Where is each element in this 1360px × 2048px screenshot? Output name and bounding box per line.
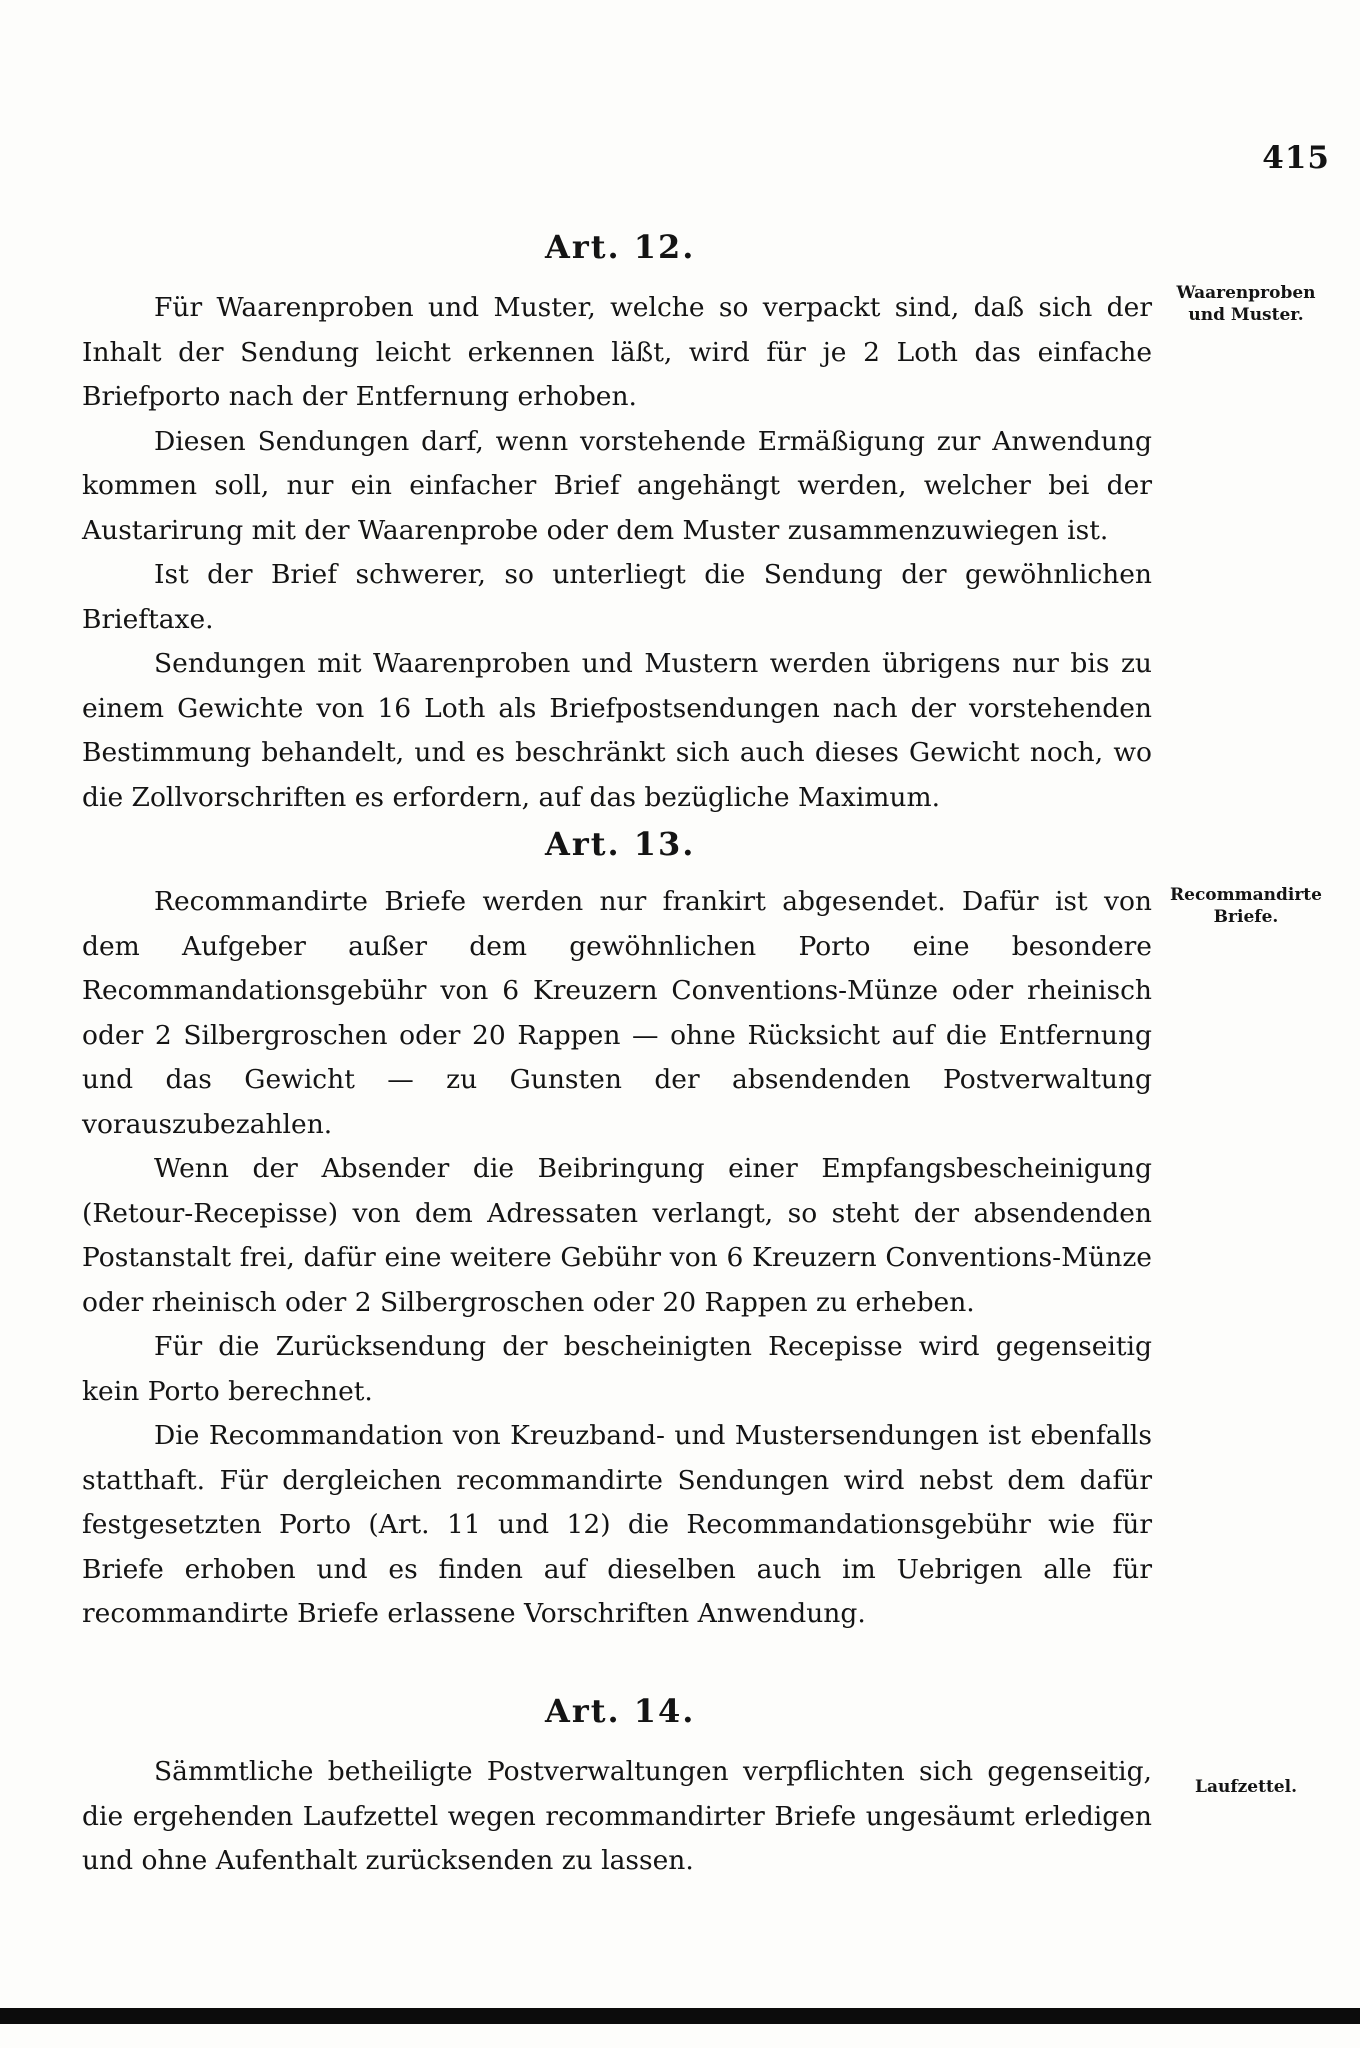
article-12-paragraph: Sendungen mit Waarenproben und Mustern werden übrigens nur bis zu einem Gewichte von 16 Loth als Briefpostsendungen nach der vorstehenden Bestimmung behandelt, und es beschränkt sich auch dieses Gewicht noch, wo die Zollvorschriften es erfordern, auf das bezügliche Maximum. — [82, 648, 1152, 813]
article-13-paragraph: Recommandirte Briefe werden nur frankirt abgesendet. Dafür ist von dem Aufgeber außer dem gewöhnlichen Porto eine besondere Recommandationsgebühr von 6 Kreuzern Conventions-Münze oder rheinisch oder 2 Silbergroschen oder 20 Rappen — ohne Rücksicht auf die Entfernung und das Gewicht — zu Gunsten der absendenden Postverwaltung vorauszubezahlen. — [82, 886, 1152, 1140]
article-12-paragraph: Für Waarenproben und Muster, welche so verpackt sind, daß sich der Inhalt der Sendung leicht erkennen läßt, wird für je 2 Loth das einfache Briefporto nach der Entfernung erhoben. — [82, 292, 1152, 412]
article-14-sidenote: Laufzettel. — [1194, 1777, 1297, 1797]
article-14-paragraph: Sämmtliche betheiligte Postverwaltungen verpflichten sich gegenseitig, die ergehenden Laufzettel wegen recommandirter Briefe ungesäumt erledigen und ohne Aufenthalt zurücksenden zu lassen. — [82, 1756, 1152, 1876]
article-13-sidenote: Recommandirte Briefe. — [1170, 885, 1322, 927]
article-13-paragraph: Für die Zurücksendung der bescheinigten Recepisse wird gegenseitig kein Porto berechnet. — [82, 1331, 1152, 1407]
article-12-body — [82, 286, 1152, 820]
article-12-sidenote: Waarenproben und Muster. — [1176, 283, 1316, 325]
page-number: 415 — [1262, 140, 1330, 176]
article-12-paragraph: Diesen Sendungen darf, wenn vorstehende Ermäßigung zur Anwendung kommen soll, nur ein einfacher Brief angehängt werden, welcher bei der Austarirung mit der Waarenprobe oder dem Muster zusammenzuwiegen ist. — [82, 425, 1152, 546]
article-12-paragraph: Ist der Brief schwerer, so unterliegt die Sendung der gewöhnlichen Brieftaxe. — [82, 559, 1152, 635]
article-14-body — [82, 1750, 1152, 1884]
article-13-body — [82, 880, 1152, 1637]
scan-bottom-edge — [0, 2008, 1360, 2024]
article-12-heading: Art. 12. — [545, 228, 696, 266]
article-14-heading: Art. 14. — [545, 1692, 696, 1730]
article-13-paragraph: Wenn der Absender die Beibringung einer Empfangsbescheinigung (Retour-Recepisse) von dem Adressaten verlangt, so steht der absendenden Postanstalt frei, dafür eine weitere Gebühr von 6 Kreuzern Conventions-Münze oder rheinisch oder 2 Silbergroschen oder 20 Rappen zu erheben. — [82, 1153, 1152, 1318]
article-13-heading: Art. 13. — [545, 825, 696, 863]
article-13-paragraph: Die Recommandation von Kreuzband- und Mustersendungen ist ebenfalls statthaft. Für dergleichen recommandirte Sendungen wird nebst dem dafür festgesetzten Porto (Art. 11 und 12) die Recommandationsgebühr wie für Briefe erhoben und es finden auf dieselben auch im Uebrigen alle für recommandirte Briefe erlassene Vorschriften Anwendung. — [82, 1420, 1152, 1629]
